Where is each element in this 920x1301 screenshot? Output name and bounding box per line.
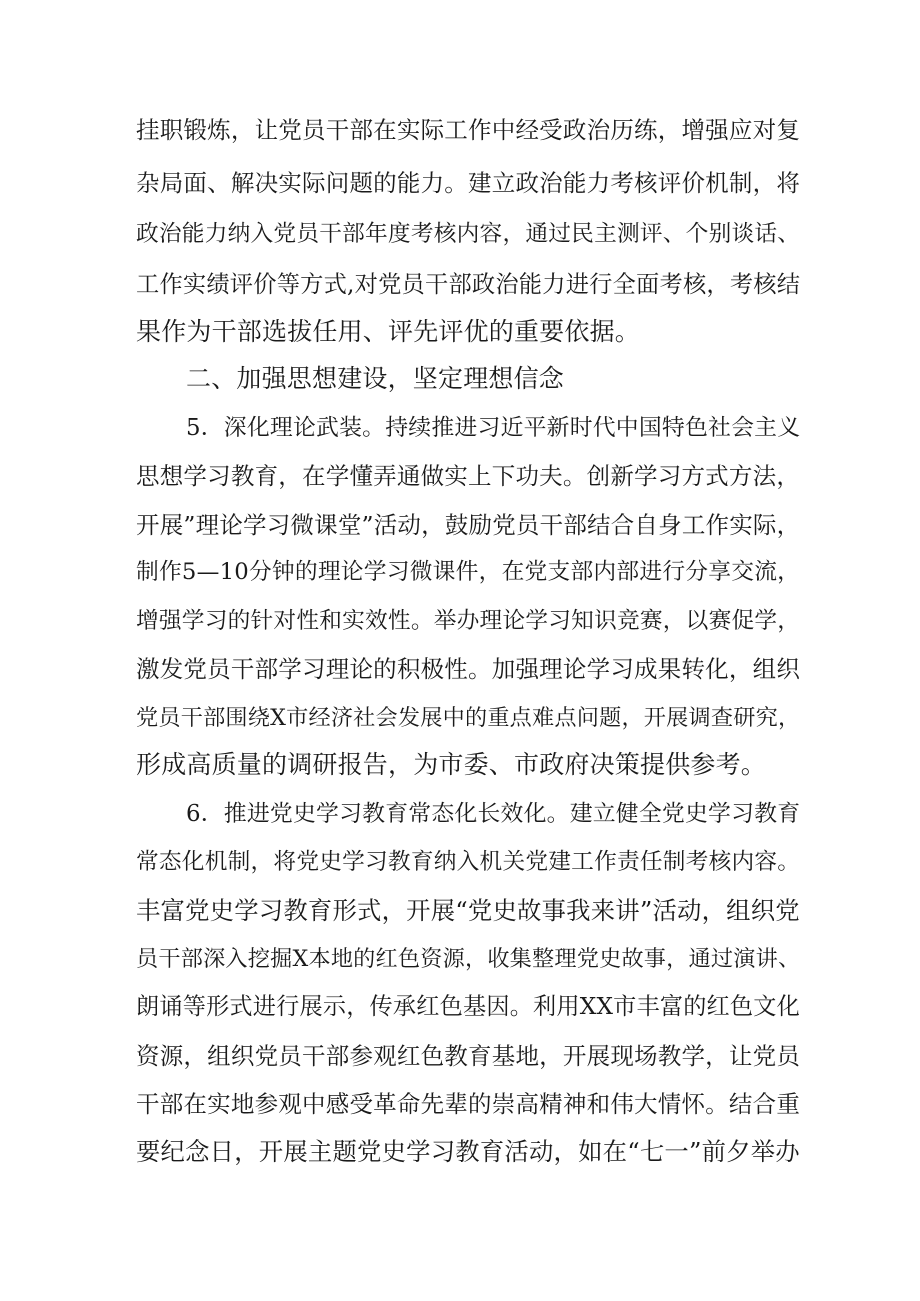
section-heading: 二、加强思想建设，坚定理想信念 [186, 364, 565, 393]
body-text-line: 开展”理论学习微课堂”活动，鼓励党员干部结合自身工作实际， [136, 511, 801, 539]
body-text-line: 挂职锻炼，让党员干部在实际工作中经受政治历练，增强应对复 [136, 116, 801, 144]
body-text-line: 常态化机制，将党史学习教育纳入机关党建工作责任制考核内容。 [136, 849, 801, 875]
body-text-line: 杂局面、解决实际问题的能力。建立政治能力考核评价机制，将 [136, 169, 801, 197]
body-text-line: 党员干部围绕X市经济社会发展中的重点难点问题，开展调查研究， [136, 705, 801, 731]
body-text-line: 思想学习教育，在学懂弄通做实上下功夫。创新学习方式方法， [136, 462, 801, 490]
body-text-line: 果作为干部选拔任用、评先评优的重要依据。 [136, 317, 641, 346]
body-text-line: 增强学习的针对性和实效性。举办理论学习知识竞赛，以赛促学， [136, 608, 801, 634]
body-text-line: 工作实绩评价等方式,对党员干部政治能力进行全面考核，考核结 [136, 271, 801, 298]
body-text-line: 干部在实地参观中感受革命先辈的崇高精神和伟大情怀。结合重 [136, 1090, 801, 1118]
body-text-line: 丰富党史学习教育形式，开展“党史故事我来讲”活动，组织党 [136, 896, 800, 925]
body-text-line: 政治能力纳入党员干部年度考核内容，通过民主测评、个别谈话、 [136, 221, 801, 247]
body-text-line: 员干部深入挖掘X本地的红色资源，收集整理党史故事，通过演讲、 [136, 946, 801, 972]
body-text-line: 激发党员干部学习理论的积极性。加强理论学习成果转化，组织 [136, 655, 801, 683]
body-text-line: 5．深化理论武装。持续推进习近平新时代中国特色社会主义 [186, 415, 801, 441]
body-text-line: 6．推进党史学习教育常态化长效化。建立健全党史学习教育 [186, 801, 801, 827]
body-text-line: 资源，组织党员干部参观红色教育基地，开展现场教学，让党员 [136, 1042, 801, 1070]
body-text-line: 朗诵等形式进行展示，传承红色基因。利用XX市丰富的红色文化 [136, 993, 800, 1020]
body-text-line: 要纪念日，开展主题党史学习教育活动，如在“七一”前夕举办 [136, 1137, 800, 1166]
body-text-line: 形成高质量的调研报告，为市委、市政府决策提供参考。 [136, 750, 767, 779]
body-text-line: 制作5—10分钟的理论学习微课件，在党支部内部进行分享交流， [136, 559, 801, 585]
